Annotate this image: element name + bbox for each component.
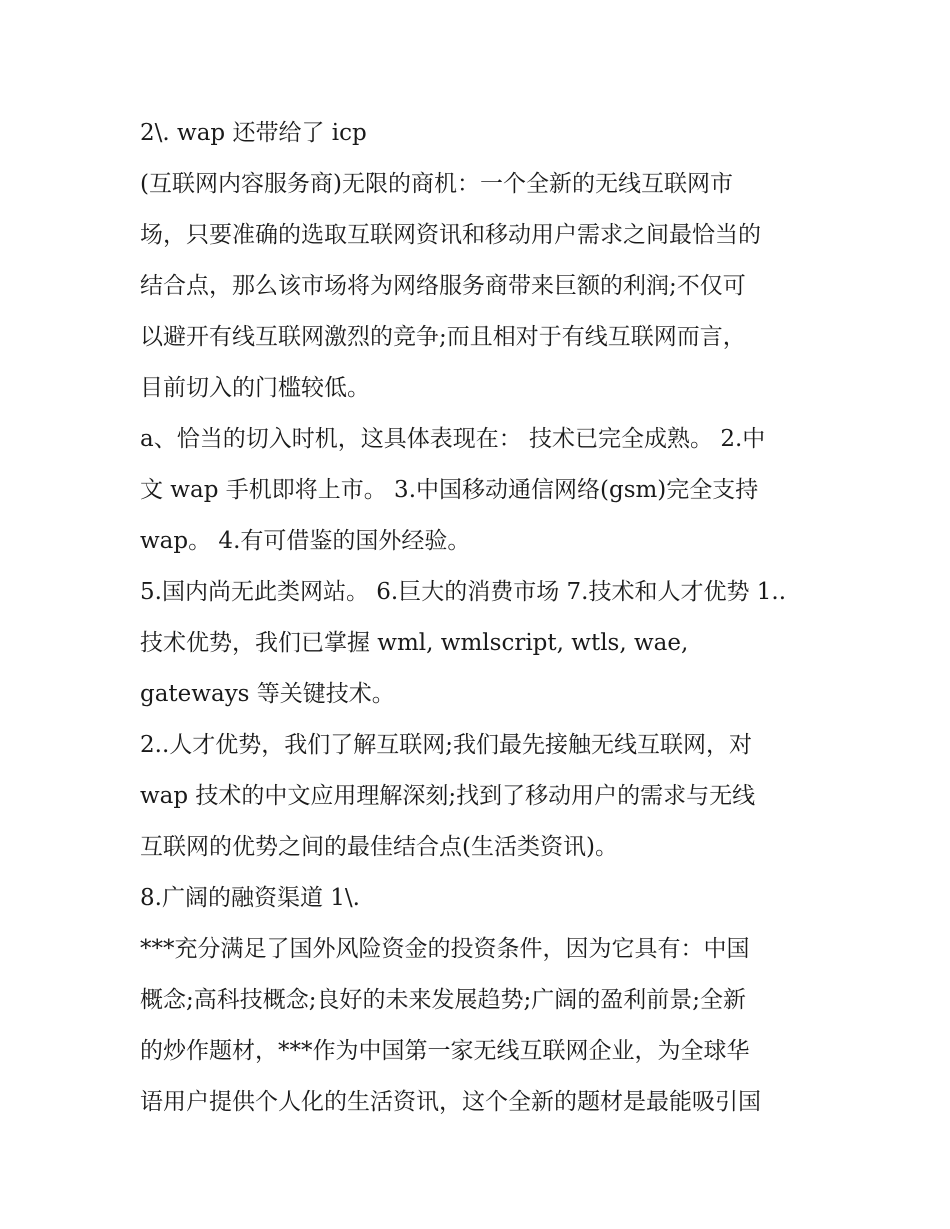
text-line: 互联网的优势之间的最佳结合点(生活类资讯)。 [140,834,618,860]
text-line: 5.国内尚无此类网站。 6.巨大的消费市场 7.技术和人才优势 1.. [140,579,787,605]
text-line: 文 wap 手机即将上市。 3.中国移动通信网络(gsm)完全支持 [140,477,759,503]
text-line: 的炒作题材，***作为中国第一家无线互联网企业，为全球华 [140,1038,750,1064]
text-line: 8.广阔的融资渠道 1\. [140,885,360,911]
text-line: a、恰当的切入时机，这具体表现在： 技术已完全成熟。 2.中 [140,426,766,452]
text-line: ***充分满足了国外风险资金的投资条件，因为它具有：中国 [140,936,750,962]
text-line: 概念;高科技概念;良好的未来发展趋势;广阔的盈利前景;全新 [140,987,746,1013]
text-line: (互联网内容服务商)无限的商机：一个全新的无线互联网市 [140,171,733,197]
text-line: 结合点，那么该市场将为网络服务商带来巨额的利润;不仅可 [140,273,746,299]
document-body [140,108,830,1128]
text-line: wap 技术的中文应用理解深刻;找到了移动用户的需求与无线 [140,783,756,809]
text-line: 场，只要准确的选取互联网资讯和移动用户需求之间最恰当的 [140,222,761,248]
text-line: gateways 等关键技术。 [140,681,395,707]
text-line: 目前切入的门槛较低。 [140,375,370,401]
text-line: 语用户提供个人化的生活资讯，这个全新的题材是最能吸引国 [140,1089,761,1115]
text-line: 2\. wap 还带给了 icp [140,120,367,146]
text-line: 2..人才优势，我们了解互联网;我们最先接触无线互联网，对 [140,732,753,758]
text-line: 以避开有线互联网激烈的竞争;而且相对于有线互联网而言， [140,324,746,350]
text-line: wap。 4.有可借鉴的国外经验。 [140,528,471,554]
text-line: 技术优势，我们已掌握 wml, wmlscript, wtls, wae, [140,630,689,656]
